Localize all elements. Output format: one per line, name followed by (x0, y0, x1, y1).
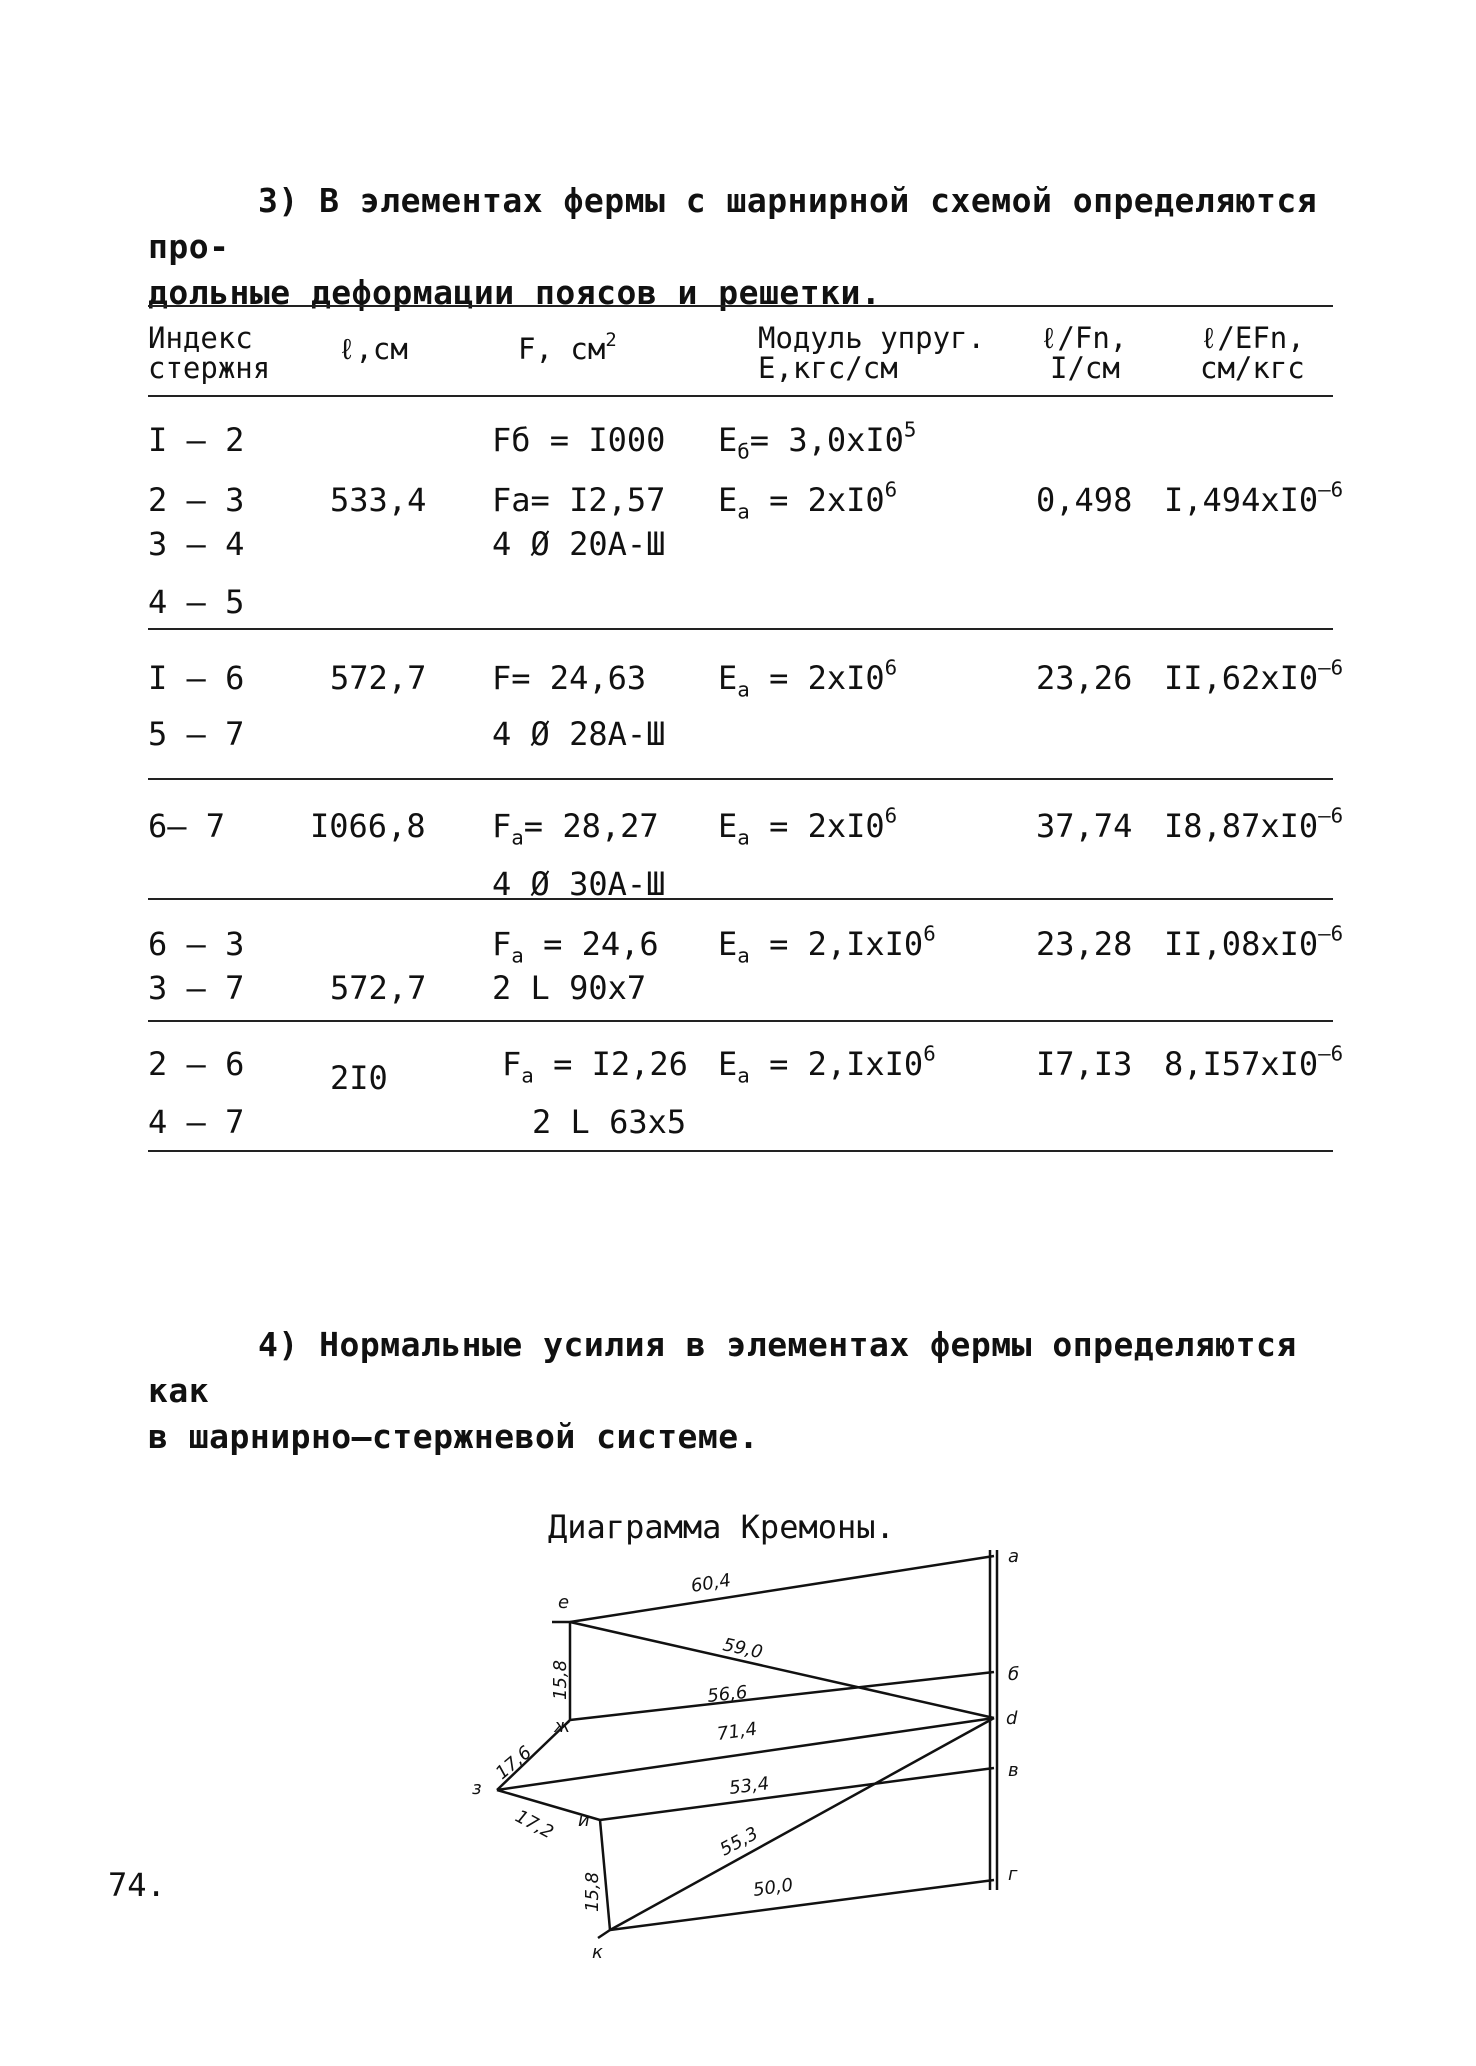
section-4-line-2: в шарнирно–стержневой системе. (148, 1417, 760, 1456)
header-area-exponent: 2 (605, 329, 617, 351)
table-cell-reinforcement: 2 L 63x5 (532, 1103, 687, 1141)
table-cell-length: 572,7 (330, 659, 427, 697)
table-cell-area: Fa= I2,57 (492, 481, 666, 519)
force-label: 55,3 (716, 1823, 762, 1861)
table-cell-length: 572,7 (330, 969, 427, 1007)
l-over-ef-value: II,08xI0 (1164, 925, 1319, 963)
modulus-symbol: Е (718, 659, 738, 697)
l-over-ef-exponent: –6 (1318, 1041, 1344, 1066)
section-3-line-2: дольные деформации поясов и решетки. (148, 273, 882, 312)
header-area-text: F, см (518, 332, 606, 366)
modulus-subscript: a (737, 677, 750, 702)
force-line-k-tick (598, 1930, 610, 1938)
table-cell-l-over-f: 23,26 (1036, 659, 1133, 697)
force-line-i-v (600, 1768, 994, 1820)
table-cell-rod: 6– 7 (148, 807, 226, 845)
header-modulus-line-2: Е,кгс/см (758, 351, 898, 385)
modulus-exponent: 5 (903, 417, 917, 442)
point-label-a: a (1008, 1546, 1020, 1567)
point-label-zh: ж (554, 1716, 571, 1737)
area-symbol: F (502, 1045, 522, 1083)
l-over-ef-exponent: –6 (1318, 477, 1344, 502)
modulus-symbol: Е (718, 925, 738, 963)
table-cell-rod: 3 – 4 (148, 525, 245, 563)
table-cell-length: 533,4 (330, 481, 427, 519)
table-cell-reinforcement: 4 Ø 28A-Ш (492, 715, 666, 753)
header-index-line-1: Индекс (148, 321, 253, 355)
area-value: = 24,6 (543, 925, 659, 963)
modulus-subscript: a (737, 943, 750, 968)
l-over-ef-exponent: –6 (1318, 921, 1344, 946)
modulus-exponent: 6 (884, 803, 898, 828)
force-line-e-d (570, 1622, 994, 1718)
table-cell-l-over-f: I7,I3 (1036, 1045, 1133, 1083)
point-label-i: и (578, 1810, 590, 1831)
force-label: 17,2 (511, 1805, 557, 1844)
table-cell-reinforcement: 4 Ø 30A-Ш (492, 865, 666, 903)
force-line-k-g (610, 1880, 994, 1930)
modulus-exponent: 6 (884, 655, 898, 680)
table-cell-rod: I – 2 (148, 421, 245, 459)
point-label-k: к (592, 1942, 603, 1963)
diagram-title: Диаграмма Кремоны. (548, 1508, 895, 1546)
force-label: 71,4 (715, 1718, 759, 1745)
force-label: 50,0 (751, 1874, 795, 1901)
table-cell-area: F= 24,63 (492, 659, 647, 697)
area-subscript: a (521, 1063, 534, 1088)
header-l-over-ef-line-2: см/кгс (1200, 351, 1305, 385)
header-length: ℓ,см (338, 332, 408, 366)
force-label: 15,8 (582, 1871, 603, 1912)
force-label: 17,6 (491, 1741, 536, 1784)
page-number: 74. (108, 1866, 166, 1904)
table-cell-rod: 4 – 7 (148, 1103, 245, 1141)
modulus-value: = 2xI0 (769, 481, 885, 519)
table-cell-rod: 2 – 6 (148, 1045, 245, 1083)
point-label-e: е (558, 1592, 570, 1613)
section-3-line-1: 3) В элементах фермы с шарнирной схемой определяются про- (148, 181, 1318, 266)
header-l-over-f-line-1: ℓ/Fn, (1040, 321, 1128, 355)
table-cell-area: Fб = I000 (492, 421, 666, 459)
force-label: 53,4 (728, 1773, 771, 1799)
area-subscript: a (511, 825, 524, 850)
modulus-symbol: Е (718, 481, 738, 519)
force-label: 15,8 (550, 1659, 571, 1700)
table-cell-rod: 3 – 7 (148, 969, 245, 1007)
l-over-ef-exponent: –6 (1318, 655, 1344, 680)
point-label-d: d (1006, 1708, 1018, 1729)
table-cell-l-over-f: 37,74 (1036, 807, 1133, 845)
area-value: = I2,26 (553, 1045, 688, 1083)
force-label: 59,0 (720, 1634, 765, 1664)
diagram-lines (497, 1550, 997, 1938)
modulus-symbol: Е (718, 421, 738, 459)
table-cell-rod: 4 – 5 (148, 583, 245, 621)
l-over-ef-value: I,494xI0 (1164, 481, 1319, 519)
header-l-over-ef-line-1: ℓ/EFn, (1200, 321, 1305, 355)
modulus-symbol: Е (718, 807, 738, 845)
force-line-k-d (610, 1718, 994, 1930)
table-cell-reinforcement: 2 L 90x7 (492, 969, 647, 1007)
table-cell-length: I066,8 (310, 807, 426, 845)
modulus-value: = 2xI0 (769, 807, 885, 845)
l-over-ef-value: 8,I57xI0 (1164, 1045, 1319, 1083)
point-label-b: б (1008, 1664, 1020, 1685)
table-cell-l-over-f: 0,498 (1036, 481, 1133, 519)
modulus-exponent: 6 (884, 477, 898, 502)
header-modulus-line-1: Модуль упруг. (758, 321, 985, 355)
point-label-z: з (472, 1778, 482, 1799)
table-cell-reinforcement: 4 Ø 20A-Ш (492, 525, 666, 563)
modulus-value: = 3,0xI0 (749, 421, 904, 459)
header-l-over-f-line-2: I/см (1050, 351, 1120, 385)
modulus-symbol: Е (718, 1045, 738, 1083)
modulus-subscript: a (737, 1063, 750, 1088)
modulus-value: = 2,IxI0 (769, 925, 924, 963)
area-symbol: F (492, 807, 512, 845)
point-label-g: г (1008, 1864, 1018, 1885)
header-index-line-2: стержня (148, 351, 271, 385)
modulus-exponent: 6 (923, 921, 936, 946)
table-cell-rod: 2 – 3 (148, 481, 245, 519)
table-cell-rod: I – 6 (148, 659, 245, 697)
modulus-exponent: 6 (923, 1041, 936, 1066)
modulus-value: = 2,IxI0 (769, 1045, 924, 1083)
modulus-subscript: б (737, 439, 750, 464)
table-cell-length: 2I0 (330, 1059, 388, 1097)
table-cell-rod: 5 – 7 (148, 715, 245, 753)
force-line-zh-b (570, 1672, 994, 1720)
modulus-value: = 2xI0 (769, 659, 885, 697)
modulus-subscript: a (737, 825, 750, 850)
area-value: = 28,27 (523, 807, 659, 845)
table-cell-l-over-f: 23,28 (1036, 925, 1133, 963)
modulus-subscript: a (737, 499, 750, 524)
point-label-v: в (1008, 1760, 1019, 1781)
l-over-ef-exponent: –6 (1318, 803, 1344, 828)
force-label: 60,4 (689, 1569, 733, 1597)
l-over-ef-value: I8,87xI0 (1164, 807, 1319, 845)
l-over-ef-value: II,62xI0 (1164, 659, 1319, 697)
force-line-e-a (570, 1556, 994, 1622)
section-4-line-1: 4) Нормальные усилия в элементах фермы определяются как (148, 1325, 1297, 1410)
force-label: 56,6 (706, 1681, 749, 1707)
area-subscript: a (511, 943, 524, 968)
table-cell-rod: 6 – 3 (148, 925, 245, 963)
area-symbol: F (492, 925, 512, 963)
